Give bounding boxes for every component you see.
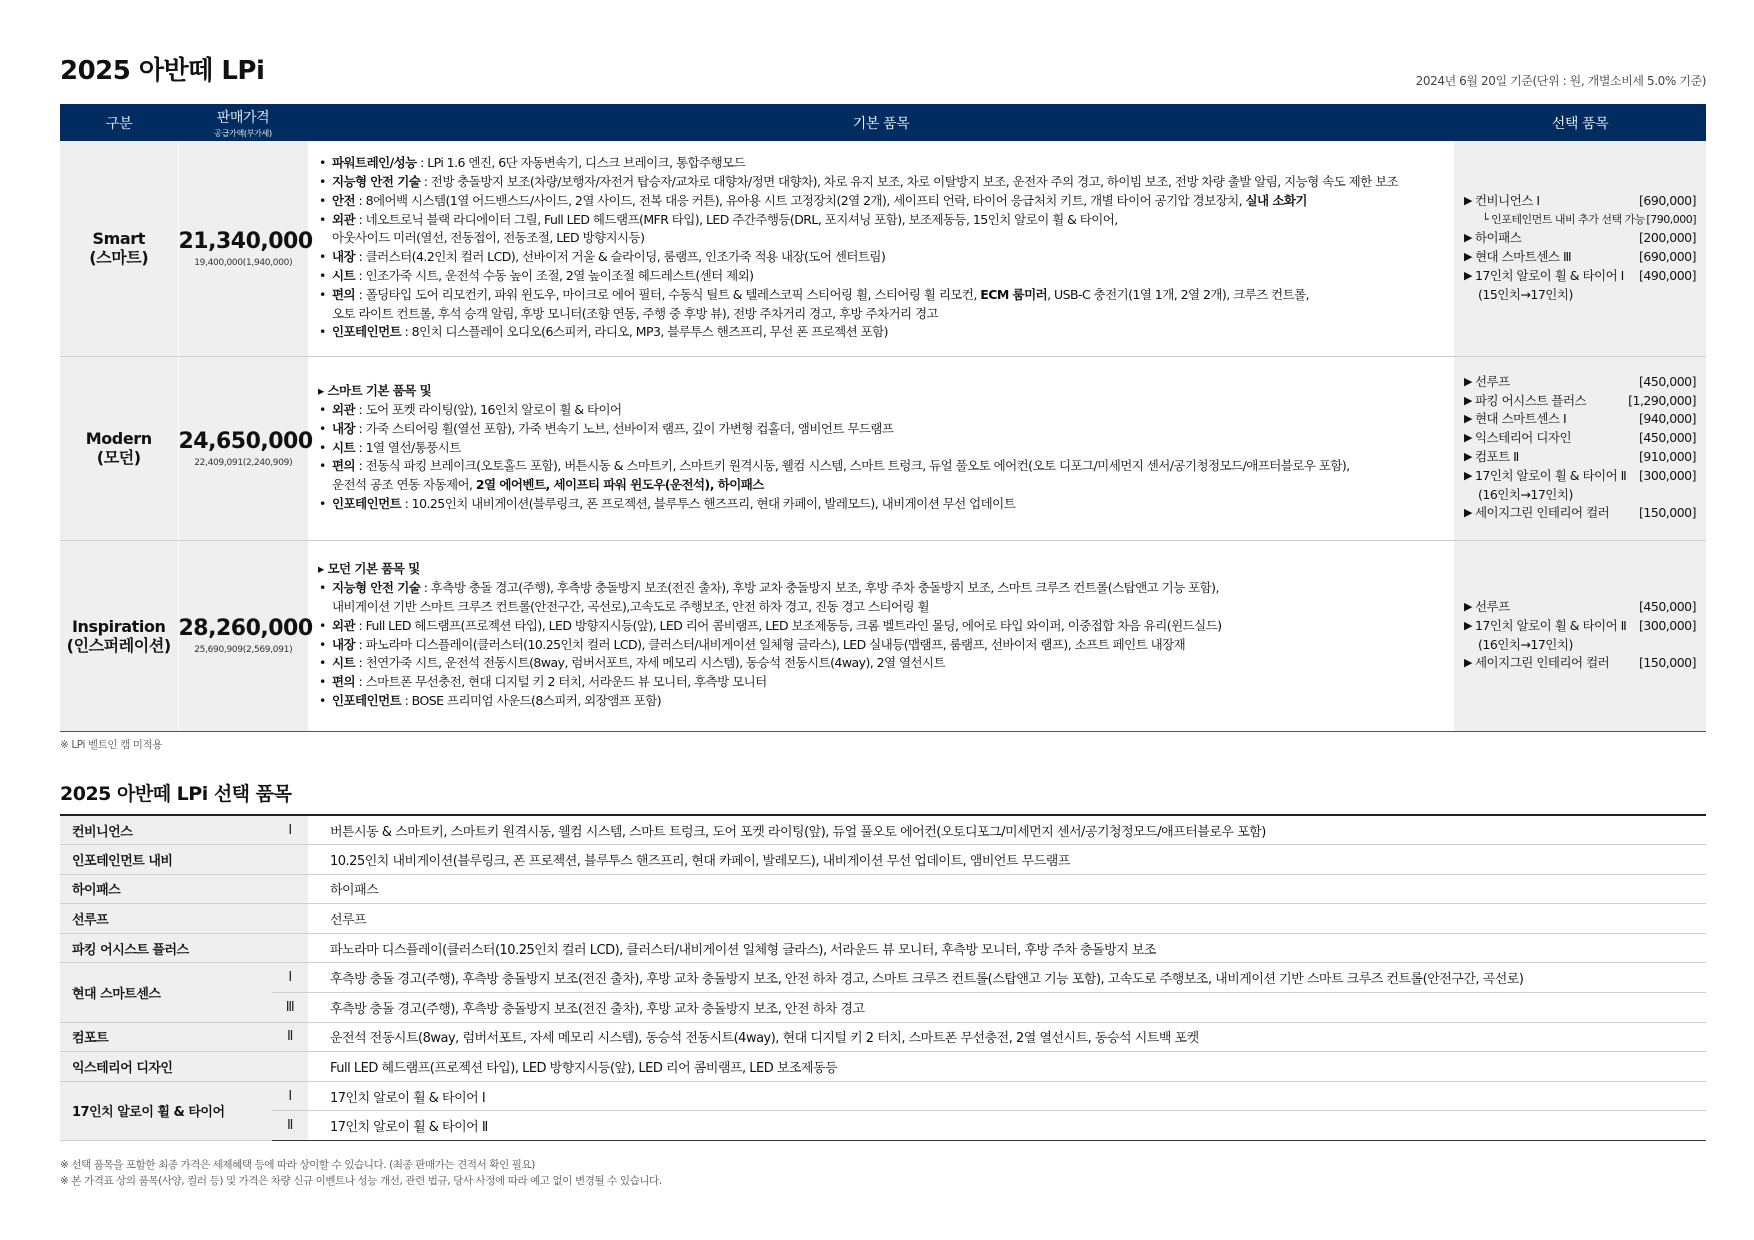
package-level — [272, 874, 308, 904]
basic-items-cell — [308, 540, 1454, 731]
basic-item — [318, 211, 1444, 230]
trim-price-detail: 19,400,000(1,940,000) — [194, 257, 293, 268]
option-name: (16인치→17인치) — [1478, 636, 1573, 652]
page-title: 2025 아반떼 LPi — [60, 56, 265, 86]
option-price: [450,000] — [1639, 598, 1696, 614]
basic-item — [318, 154, 1444, 173]
basic-item-label: 시트 — [332, 655, 356, 671]
header-basic: 기본 품목 — [308, 104, 1454, 141]
basic-item-text: : BOSE 프리미엄 사운드(8스피커, 외장앰프 포함) — [401, 692, 662, 708]
option-item — [1464, 654, 1696, 673]
option-price: [300,000] — [1639, 617, 1696, 633]
basic-item-label: 지능형 안전 기술 — [332, 174, 421, 190]
basic-item-bold: 2열 에어벤트, 세이프티 파워 윈도우(운전석), 하이패스 — [475, 477, 764, 493]
basic-item-label: 내장 — [332, 420, 356, 436]
package-level — [272, 904, 308, 934]
basic-items-cell — [308, 141, 1454, 356]
option-name: (16인치→17인치) — [1478, 486, 1573, 502]
basic-item — [318, 617, 1444, 636]
basic-item-label: 지능형 안전 기술 — [332, 580, 421, 596]
option-item — [1464, 392, 1696, 411]
package-description: 파노라마 디스플레이(클러스터(10.25인치 컬러 LCD), 클러스터/내비게이션 일체형 글라스), 서라운드 뷰 모니터, 후측방 모니터, 후방 주차 충돌방지 보조 — [308, 933, 1706, 963]
package-level — [272, 845, 308, 875]
option-item — [1464, 267, 1696, 286]
price-table-header — [60, 104, 1706, 141]
trim-name: Smart — [92, 229, 146, 249]
basic-item — [318, 267, 1444, 286]
basic-item — [318, 173, 1444, 192]
basic-item — [318, 420, 1444, 439]
basic-item-text: 오토 라이트 컨트롤, 후석 승객 알림, 후방 모니터(조향 연동, 주행 중 후방 뷰), 전방 주차거리 경고, 후방 주차거리 경고 — [332, 305, 939, 321]
option-price: [450,000] — [1639, 430, 1696, 446]
option-item — [1464, 229, 1696, 248]
basic-item-label: 파워트레인/성능 — [332, 155, 417, 171]
basic-item — [318, 382, 1444, 401]
option-item — [1464, 504, 1696, 523]
option-name: ▶ 컨비니언스 Ⅰ — [1474, 192, 1540, 208]
option-name: ▶ 세이지그린 인테리어 컬러 — [1474, 655, 1610, 671]
package-name: 현대 스마트센스 — [60, 963, 272, 1022]
package-description: 17인치 알로이 휠 & 타이어 Ⅱ — [308, 1111, 1706, 1141]
lpi-footnote: ※ LPi 벨트인 캠 미적용 — [60, 739, 163, 751]
option-package-table — [60, 814, 1706, 1141]
trim-price: 28,260,000 — [178, 616, 313, 641]
package-row — [60, 1081, 1706, 1111]
option-name: ▶ 현대 스마트센스 Ⅲ — [1474, 249, 1572, 265]
header-price — [178, 104, 308, 141]
basic-items-cell — [308, 356, 1454, 540]
date-note: 2024년 6월 20일 기준(단위 : 원, 개별소비세 5.0% 기준) — [1415, 74, 1706, 88]
basic-item — [318, 579, 1444, 598]
basic-item-label: 인포테인먼트 — [332, 495, 402, 511]
basic-item-label: 인포테인먼트 — [332, 692, 402, 708]
package-description: 하이패스 — [308, 874, 1706, 904]
basic-item-text: : 폴딩타입 도어 리모컨키, 파워 윈도우, 마이크로 에어 필터, 수동식 틸트 & 텔레스코픽 스티어링 휠, 스티어링 휠 리모컨, — [355, 286, 981, 302]
basic-item-text: : 전방 충돌방지 보조(차량/보행자/자전거 탑승자/교차로 대향차/정면 대향차), 차로 유지 보조, 차로 이탈방지 보조, 운전자 주의 경고, 하이빔 보조, 전방 차량 출발 알림, 지능형 속도 제한 보조 — [420, 174, 1399, 190]
footnote: ※ 선택 품목을 포함한 최종 가격은 세제혜택 등에 따라 상이할 수 있습니다. (최종 판매가는 견적서 확인 필요) — [60, 1159, 535, 1171]
trim-name: Inspiration — [71, 616, 166, 636]
basic-item-label: 편의 — [332, 286, 356, 302]
trim-price: 24,650,000 — [178, 428, 313, 454]
basic-items-list — [318, 560, 1444, 710]
basic-item — [318, 654, 1444, 673]
option-price: [1,290,000] — [1628, 392, 1696, 408]
option-price: [300,000] — [1639, 467, 1696, 483]
basic-item — [318, 192, 1444, 211]
package-name: 파킹 어시스트 플러스 — [60, 933, 272, 963]
option-price: [450,000] — [1639, 373, 1696, 389]
basic-item — [318, 248, 1444, 267]
basic-item-text: : Full LED 헤드램프(프로젝션 타입), LED 방향지시등(앞), LED 리어 콤비램프, LED 보조제동등, 크롬 벨트라인 몰딩, 에어로 타입 와이퍼, 이중접합 차음 유리(윈드실드) — [355, 617, 1222, 633]
option-item — [1464, 211, 1696, 230]
package-description: 17인치 알로이 휠 & 타이어 Ⅰ — [308, 1081, 1706, 1111]
basic-item — [318, 673, 1444, 692]
basic-items-list — [318, 382, 1444, 514]
package-level: Ⅱ — [272, 1022, 308, 1052]
option-item — [1464, 192, 1696, 211]
basic-item-text: : 스마트폰 무선충전, 현대 디지털 키 2 터치, 서라운드 뷰 모니터, 후측방 모니터 — [355, 674, 767, 690]
options-cell — [1454, 540, 1706, 731]
package-level: Ⅰ — [272, 815, 308, 845]
basic-item-text: : 도어 포켓 라이팅(앞), 16인치 알로이 휠 & 타이어 — [355, 402, 622, 417]
package-name: 17인치 알로이 휠 & 타이어 — [60, 1081, 272, 1140]
basic-item — [318, 323, 1444, 342]
basic-item-label: 외관 — [332, 402, 356, 417]
basic-item-text: : 가죽 스티어링 휠(열선 포함), 가죽 변속기 노브, 선바이저 램프, 깊이 가변형 컵홀더, 앰비언트 무드램프 — [355, 420, 894, 436]
price-cell — [178, 141, 313, 356]
options-cell — [1454, 356, 1706, 540]
trim-price-detail: 25,690,909(2,569,091) — [194, 645, 293, 655]
option-item — [1464, 486, 1696, 505]
option-name: ▶ 17인치 알로이 휠 & 타이어 Ⅰ — [1474, 268, 1624, 284]
basic-item-text: : 후측방 충돌 경고(주행), 후측방 충돌방지 보조(전진 출차), 후방 교차 충돌방지 보조, 후방 주차 충돌방지 보조, 스마트 크루즈 컨트롤(스탑앤고 기능 포함), — [420, 580, 1219, 596]
option-price: [790,000] — [1646, 212, 1696, 226]
trim-name-kr: (인스퍼레이션) — [66, 635, 171, 655]
option-item — [1464, 598, 1696, 617]
basic-item-text: : 8인치 디스플레이 오디오(6스피커, 라디오, MP3, 블루투스 핸즈프리, 무선 폰 프로젝션 포함) — [401, 324, 889, 340]
option-item — [1464, 429, 1696, 448]
basic-item-text: : 천연가죽 시트, 운전석 전동시트(8way, 럼버서포트, 자세 메모리 시스템), 동승석 전동시트(4way), 2열 열선시트 — [355, 655, 946, 671]
option-name: ▶ 선루프 — [1474, 598, 1510, 614]
basic-item — [318, 305, 1444, 324]
basic-items-list — [318, 154, 1444, 342]
option-name: └ 인포테인먼트 내비 추가 선택 가능 — [1482, 212, 1645, 226]
option-name: ▶ 하이패스 — [1474, 230, 1522, 246]
basic-item-label: 시트 — [332, 439, 356, 455]
options-list — [1464, 598, 1696, 673]
basic-item-text: : 10.25인치 내비게이션(블루링크, 폰 프로젝션, 블루투스 핸즈프리, 현대 카페이, 발레모드), 내비게이션 무선 업데이트 — [401, 495, 1016, 511]
basic-item-bold: ECM 룸미러 — [980, 286, 1048, 302]
basic-item — [318, 229, 1444, 248]
basic-item-text: : 8에어백 시스템(1열 어드밴스드/사이드, 2열 사이드, 전복 대응 커튼), 유아용 시트 고정장치(2열 2개), 세이프티 언락, 타이어 응급처치 키트, 개별 타이어 공기압 경보장치, — [355, 192, 1246, 208]
footnote: ※ 본 가격표 상의 품목(사양, 컬러 등) 및 가격은 차량 신규 이벤트나 성능 개선, 관련 법규, 당사 사정에 따라 예고 없이 변경될 수 있습니다. — [60, 1175, 662, 1187]
basic-item-label: 시트 — [332, 268, 356, 284]
basic-item — [318, 476, 1444, 495]
basic-item — [318, 286, 1444, 305]
basic-item-label: 내장 — [332, 249, 356, 265]
option-name: ▶ 선루프 — [1474, 373, 1510, 389]
option-item — [1464, 467, 1696, 486]
option-item — [1464, 248, 1696, 267]
package-row — [60, 874, 1706, 904]
trim-price-detail: 22,409,091(2,240,909) — [194, 457, 293, 468]
basic-item-bold: 실내 소화기 — [1245, 192, 1307, 208]
package-description: 후측방 충돌 경고(주행), 후측방 충돌방지 보조(전진 출차), 후방 교차 충돌방지 보조, 안전 하차 경고, 스마트 크루즈 컨트롤(스탑앤고 기능 포함), 고속도로 주행보조, 내비게이션 기반 스마트 크루즈 컨트롤(안전구간, 곡선로) — [308, 963, 1706, 993]
package-level — [272, 1052, 308, 1082]
header-trim: 구분 — [60, 104, 178, 141]
option-price: [940,000] — [1639, 411, 1696, 427]
option-item — [1464, 617, 1696, 636]
option-item — [1464, 410, 1696, 429]
trim-name-kr: (모던) — [96, 448, 141, 467]
options-cell — [1454, 141, 1706, 356]
basic-item — [318, 692, 1444, 711]
basic-item-label: 편의 — [332, 674, 356, 690]
package-name: 컨비니언스 — [60, 815, 272, 845]
option-name: ▶ 17인치 알로이 휠 & 타이어 Ⅱ — [1474, 617, 1627, 633]
package-row — [60, 1052, 1706, 1082]
price-cell — [178, 540, 313, 731]
option-name: ▶ 파킹 어시스트 플러스 — [1474, 392, 1587, 408]
package-row — [60, 904, 1706, 934]
option-name: (15인치→17인치) — [1478, 286, 1573, 302]
trim-row — [60, 141, 1706, 356]
basic-item-text: 운전석 공조 연동 자동제어, — [332, 477, 476, 493]
price-table — [60, 104, 1706, 732]
package-name: 선루프 — [60, 904, 272, 934]
basic-item-label: 인포테인먼트 — [332, 324, 402, 340]
package-level: Ⅲ — [272, 993, 308, 1023]
basic-item-header: 모던 기본 품목 및 — [327, 561, 420, 577]
option-name: ▶ 익스테리어 디자인 — [1474, 430, 1572, 446]
basic-item-text: : 클러스터(4.2인치 컬러 LCD), 선바이저 거울 & 슬라이딩, 룸램프, 인조가죽 적용 내장(도어 센터트림) — [355, 249, 886, 265]
trim-row — [60, 540, 1706, 731]
basic-item — [318, 636, 1444, 655]
price-cell — [178, 356, 313, 540]
option-price: [690,000] — [1639, 192, 1696, 208]
basic-item — [318, 495, 1444, 514]
basic-item-text: 내비게이션 기반 스마트 크루즈 컨트롤(안전구간, 곡선로),고속도로 주행보조, 안전 하차 경고, 진동 경고 스티어링 휠 — [332, 598, 930, 614]
basic-item — [318, 457, 1444, 476]
trim-cell — [60, 141, 178, 356]
package-row — [60, 1022, 1706, 1052]
basic-item-text: : 인조가죽 시트, 운전석 수동 높이 조절, 2열 높이조절 헤드레스트(센터 제외) — [355, 268, 754, 284]
option-name: ▶ 컴포트 Ⅱ — [1474, 449, 1519, 464]
package-name: 인포테인먼트 내비 — [60, 845, 272, 875]
basic-item-text: , USB-C 충전기(1열 1개, 2열 2개), 크루즈 컨트롤, — [1047, 286, 1310, 302]
option-price: [150,000] — [1639, 655, 1696, 671]
option-item — [1464, 286, 1696, 305]
option-price: [910,000] — [1639, 449, 1696, 464]
header-options: 선택 품목 — [1454, 104, 1706, 141]
options-list — [1464, 373, 1696, 523]
package-description: 후측방 충돌 경고(주행), 후측방 충돌방지 보조(전진 출차), 후방 교차 충돌방지 보조, 안전 하차 경고 — [308, 993, 1706, 1023]
trim-cell — [60, 356, 178, 540]
option-price: [200,000] — [1639, 230, 1696, 246]
option-item — [1464, 636, 1696, 655]
package-row — [60, 993, 1706, 1023]
option-price: [490,000] — [1639, 268, 1696, 284]
basic-item-label: 내장 — [332, 636, 356, 652]
package-name: 하이패스 — [60, 874, 272, 904]
package-description: 10.25인치 내비게이션(블루링크, 폰 프로젝션, 블루투스 핸즈프리, 현대 카페이, 발레모드), 내비게이션 무선 업데이트, 앰비언트 무드램프 — [308, 845, 1706, 875]
package-level — [272, 933, 308, 963]
basic-item — [318, 401, 1444, 420]
package-description: 선루프 — [308, 904, 1706, 934]
trim-name: Modern — [85, 429, 152, 448]
trim-price: 21,340,000 — [178, 228, 313, 254]
header-price-sub: 공급가액(부가세) — [214, 128, 272, 138]
header-price-label: 판매가격 — [216, 109, 270, 126]
package-row — [60, 933, 1706, 963]
package-level: Ⅰ — [272, 963, 308, 993]
basic-item-label: 외관 — [332, 211, 356, 227]
package-level: Ⅱ — [272, 1111, 308, 1141]
basic-item-text: 아웃사이드 미러(열선, 전동접이, 전동조절, LED 방향지시등) — [332, 230, 645, 246]
package-row — [60, 963, 1706, 993]
option-price: [690,000] — [1639, 249, 1696, 265]
basic-item-text: : 전동식 파킹 브레이크(오토홀드 포함), 버튼시동 & 스마트키, 스마트키 원격시동, 웰컴 시스템, 스마트 트렁크, 듀얼 풀오토 에어컨(오토 디포그/미세먼지 센서/공기청정모드/애프터블로우 포함), — [355, 458, 1350, 474]
basic-item-label: 외관 — [332, 617, 356, 633]
options-list — [1464, 192, 1696, 305]
trim-name-kr: (스마트) — [89, 248, 149, 268]
package-row — [60, 1111, 1706, 1141]
basic-item — [318, 560, 1444, 579]
package-description: 버튼시동 & 스마트키, 스마트키 원격시동, 웰컴 시스템, 스마트 트렁크, 도어 포켓 라이팅(앞), 듀얼 풀오토 에어컨(오토디포그/미세먼지 센서/공기청정모드/애프터블로우 포함) — [308, 815, 1706, 845]
basic-item — [318, 598, 1444, 617]
basic-item-text: : 파노라마 디스플레이(클러스터(10.25인치 컬러 LCD), 클러스터/내비게이션 일체형 글라스), LED 실내등(맵램프, 룸램프, 선바이저 램프), 소프트 페인트 내장재 — [355, 636, 1186, 652]
options-section-title: 2025 아반떼 LPi 선택 품목 — [60, 783, 292, 805]
option-price: [150,000] — [1639, 505, 1696, 521]
package-description: Full LED 헤드램프(프로젝션 타입), LED 방향지시등(앞), LED 리어 콤비램프, LED 보조제동등 — [308, 1052, 1706, 1082]
trim-cell — [60, 540, 178, 731]
option-name: ▶ 세이지그린 인테리어 컬러 — [1474, 505, 1610, 521]
basic-item-text: : 네오트로닉 블랙 라디에이터 그릴, Full LED 헤드램프(MFR 타입), LED 주간주행등(DRL, 포지셔닝 포함), 보조제동등, 15인치 알로이 휠 & 타이어, — [355, 211, 1118, 227]
option-name: ▶ 17인치 알로이 휠 & 타이어 Ⅱ — [1474, 467, 1627, 483]
option-item — [1464, 448, 1696, 467]
basic-item-label: 편의 — [332, 458, 356, 474]
basic-item-text: : 1열 열선/통풍시트 — [355, 439, 461, 455]
basic-item — [318, 439, 1444, 458]
basic-item-header: 스마트 기본 품목 및 — [327, 383, 432, 399]
basic-item-label: 안전 — [332, 192, 356, 208]
package-name: 컴포트 — [60, 1022, 272, 1052]
option-item — [1464, 373, 1696, 392]
trim-row — [60, 356, 1706, 540]
package-row — [60, 845, 1706, 875]
footnotes — [60, 1157, 662, 1189]
package-row — [60, 815, 1706, 845]
option-name: ▶ 현대 스마트센스 Ⅰ — [1474, 411, 1567, 427]
package-description: 운전석 전동시트(8way, 럼버서포트, 자세 메모리 시스템), 동승석 전동시트(4way), 현대 디지털 키 2 터치, 스마트폰 무선충전, 2열 열선시트, 동승석 시트백 포켓 — [308, 1022, 1706, 1052]
basic-item-text: : LPi 1.6 엔진, 6단 자동변속기, 디스크 브레이크, 통합주행모드 — [416, 155, 746, 171]
package-name: 익스테리어 디자인 — [60, 1052, 272, 1082]
package-level: Ⅰ — [272, 1081, 308, 1111]
